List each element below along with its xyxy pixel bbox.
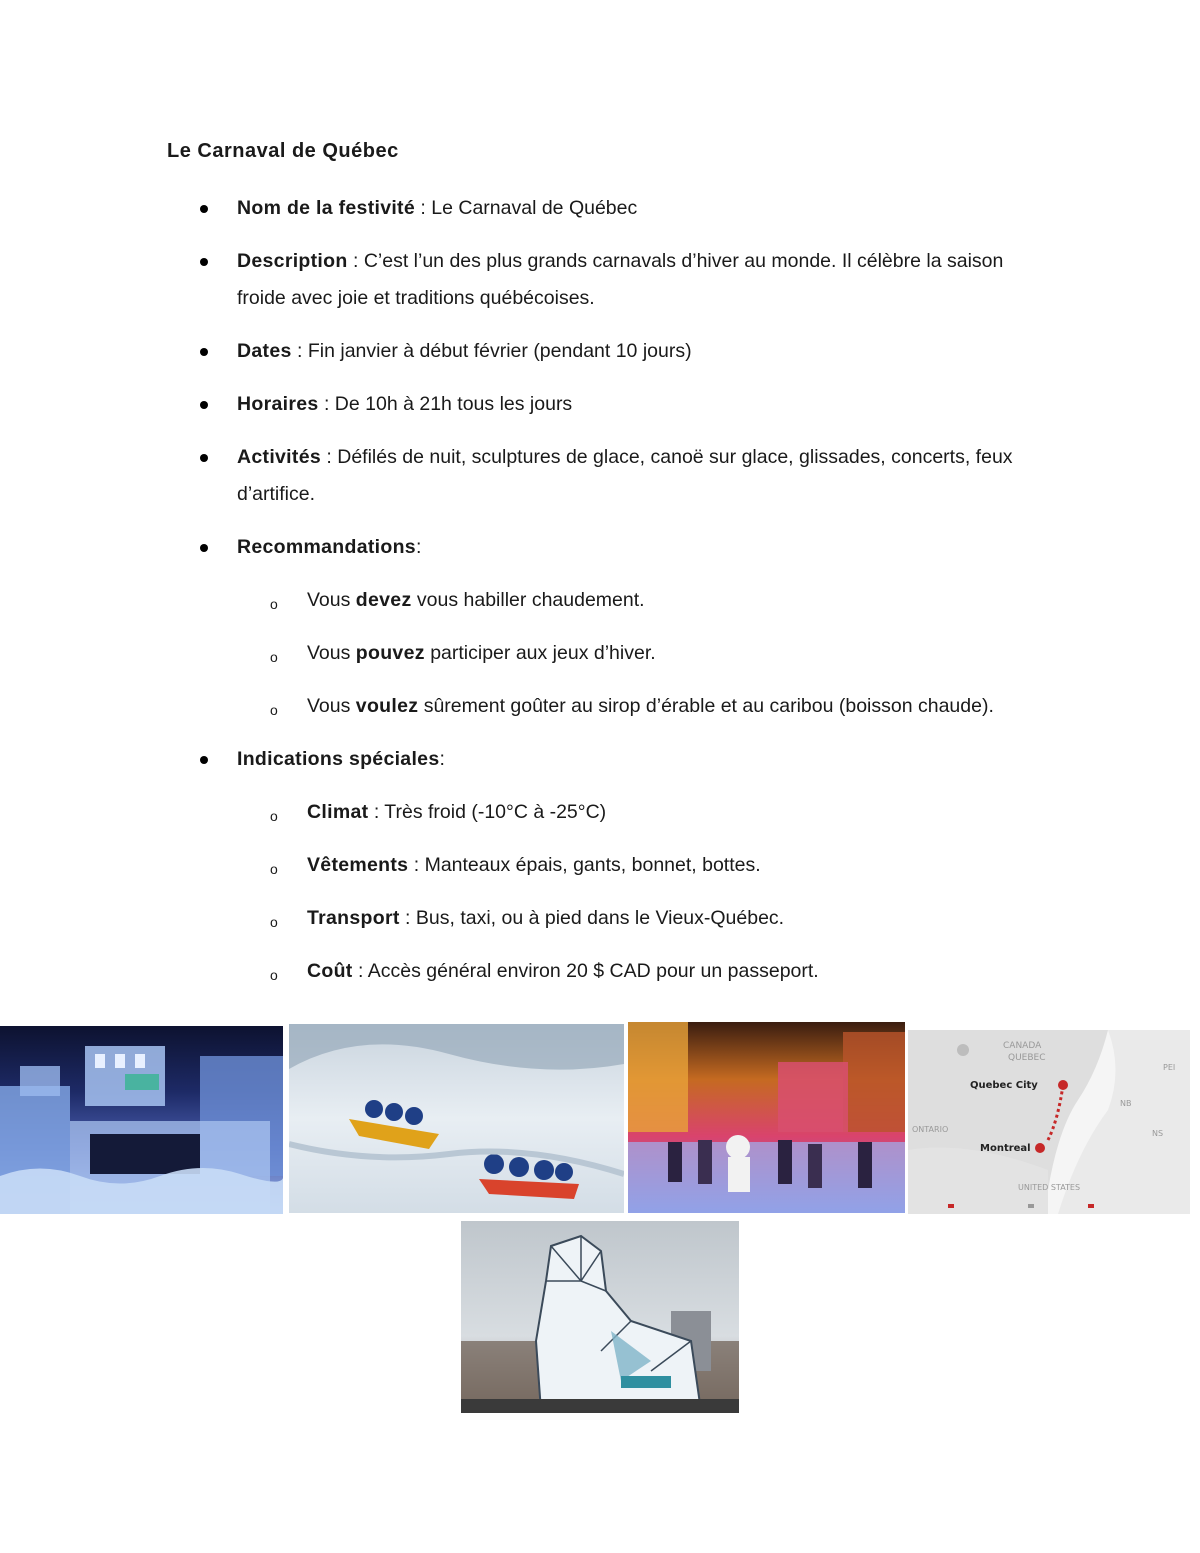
list-item-recommendations	[0, 529, 1027, 725]
list-item-hours	[0, 386, 1027, 423]
item-text: : Bus, taxi, ou à pied dans le Vieux-Québec.	[399, 907, 785, 929]
item-text: : De 10h à 21h tous les jours	[318, 393, 573, 415]
map-label-ontario: ONTARIO	[912, 1125, 949, 1134]
item-text: : Fin janvier à début février (pendant 10 jours)	[291, 340, 692, 362]
map-label-ns: NS	[1152, 1129, 1164, 1138]
bullet-icon	[200, 756, 208, 764]
indications-list	[237, 794, 1027, 990]
map-label-pei: PEI	[1163, 1063, 1176, 1072]
circle-bullet-icon: o	[270, 649, 278, 665]
item-text: sûrement goûter au sirop d’érable et au caribou (boisson chaude).	[418, 695, 994, 717]
item-label: Climat	[307, 801, 369, 823]
circle-bullet-icon: o	[270, 914, 278, 930]
item-emphasis: pouvez	[355, 642, 425, 664]
item-text: Vous	[307, 589, 356, 611]
item-emphasis: voulez	[355, 695, 419, 717]
item-label: Recommandations	[237, 536, 416, 558]
item-text: Vous	[307, 695, 356, 717]
item-label: Coût	[307, 960, 353, 982]
list-item-dates	[0, 333, 1027, 370]
item-text: : Défilés de nuit, sculptures de glace, canoë sur glace, glissades, concerts, feux d’artifice.	[237, 446, 1013, 505]
map-label-nb: NB	[1120, 1099, 1132, 1108]
circle-bullet-icon: o	[270, 596, 278, 612]
item-text: : Le Carnaval de Québec	[415, 197, 638, 219]
map-label-montreal: Montreal	[980, 1143, 1031, 1154]
item-text: :	[439, 748, 445, 770]
item-text: vous habiller chaudement.	[411, 589, 645, 611]
item-text: : Très froid (-10°C à -25°C)	[368, 801, 607, 823]
item-text: : Accès général environ 20 $ CAD pour un passeport.	[352, 960, 819, 982]
bullet-icon	[200, 401, 208, 409]
item-emphasis: devez	[355, 589, 412, 611]
item-label: Transport	[307, 907, 400, 929]
item-label: Activités	[237, 446, 321, 468]
item-text: :	[415, 536, 422, 558]
map-label-country: CANADA	[1003, 1041, 1042, 1051]
item-text: participer aux jeux d’hiver.	[424, 642, 656, 664]
bullet-icon	[200, 544, 208, 552]
polar-bear-sculpture-photo	[461, 1221, 739, 1413]
bullet-icon	[200, 205, 208, 213]
item-label: Description	[237, 250, 348, 272]
list-item-name	[0, 190, 1027, 227]
indication-item	[0, 900, 997, 937]
circle-bullet-icon: o	[270, 861, 278, 877]
skating-rink-photo	[628, 1022, 905, 1213]
recommendations-list	[237, 582, 1027, 725]
indication-item	[0, 953, 997, 990]
list-item-description	[0, 243, 1027, 317]
map-label-usa: UNITED STATES	[1018, 1183, 1081, 1192]
ice-palace-photo	[0, 1026, 283, 1214]
bullet-icon	[200, 258, 208, 266]
item-label: Dates	[237, 340, 292, 362]
bullet-icon	[200, 454, 208, 462]
item-text: : Manteaux épais, gants, bonnet, bottes.	[408, 854, 761, 876]
list-item-activities	[0, 439, 1027, 513]
recommendation-item	[0, 582, 997, 619]
indication-item	[0, 794, 997, 831]
bullet-icon	[200, 348, 208, 356]
item-text: : C’est l’un des plus grands carnavals d’hiver au monde. Il célèbre la saison froide avec joie et traditions québécoises.	[237, 250, 1004, 309]
item-text: Vous	[307, 642, 356, 664]
map-label-province: QUEBEC	[1008, 1053, 1046, 1063]
circle-bullet-icon: o	[270, 808, 278, 824]
item-label: Nom de la festivité	[237, 197, 416, 219]
region-map	[908, 1030, 1190, 1214]
recommendation-item	[0, 635, 997, 672]
list-item-special-indications	[0, 741, 1027, 990]
item-label: Horaires	[237, 393, 319, 415]
indication-item	[0, 847, 997, 884]
ice-canoe-photo	[289, 1024, 624, 1213]
main-bullet-list	[0, 190, 1200, 990]
recommendation-item	[0, 688, 997, 725]
item-label: Indications spéciales	[237, 748, 440, 770]
map-label-quebec-city: Quebec City	[970, 1080, 1038, 1091]
item-label: Vêtements	[307, 854, 409, 876]
circle-bullet-icon: o	[270, 967, 278, 983]
document-title: Le Carnaval de Québec	[167, 140, 399, 162]
circle-bullet-icon: o	[270, 702, 278, 718]
